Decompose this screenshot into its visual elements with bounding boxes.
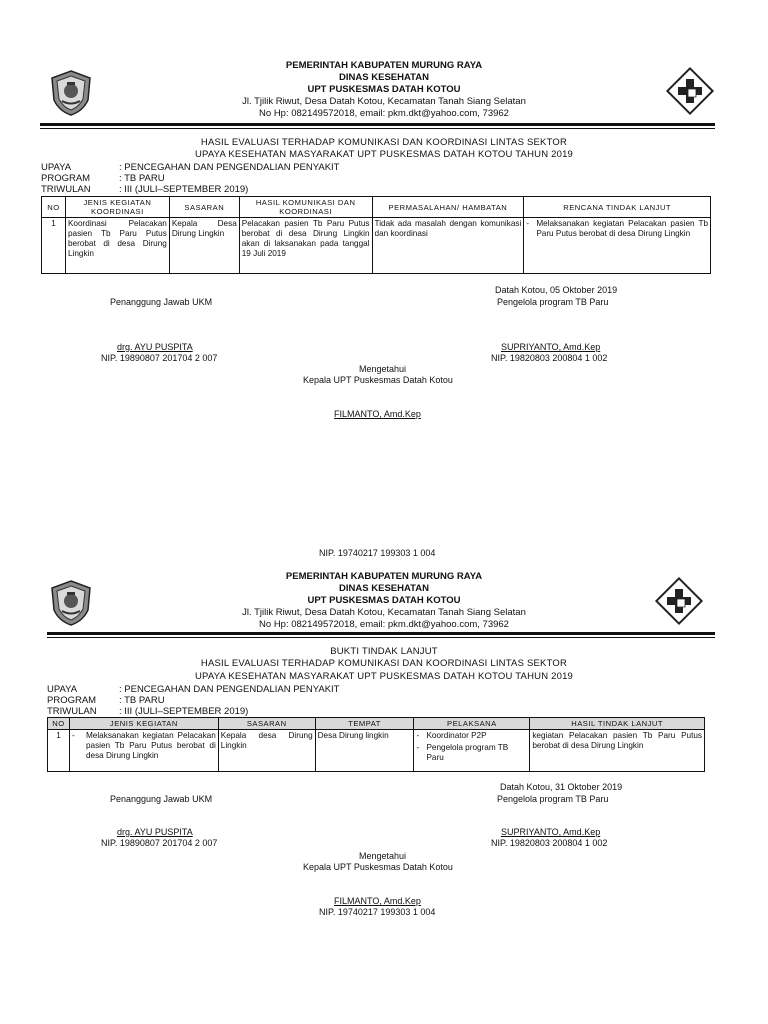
col-sasaran: SASARAN (169, 197, 239, 218)
puskesmas-logo-icon (664, 65, 716, 117)
cell-masalah: Tidak ada masalah dengan komunikasi dan koordinasi (372, 218, 524, 274)
doc2-title-0: BUKTI TINDAK LANJUT (330, 646, 438, 657)
doc2-title-2: UPAYA KESEHATAN MASYARAKAT UPT PUSKESMAS DATAH KOTOU TAHUN 2019 (194, 671, 574, 682)
header-contact: No Hp: 082149572018, email: pkm.dkt@yahoo.com, 73962 (259, 619, 509, 630)
doc1-title-1: HASIL EVALUASI TERHADAP KOMUNIKASI DAN KOORDINASI LINTAS SEKTOR (200, 137, 568, 148)
doc1-head-nip: NIP. 19740217 199303 1 004 (319, 548, 436, 558)
cell-no: 1 (42, 218, 66, 274)
letterhead-rule-thin (47, 637, 715, 638)
cell-rencana (524, 218, 711, 274)
header-address: Jl. Tjilik Riwut, Desa Datah Kotou, Kecamatan Tanah Siang Selatan (242, 96, 526, 107)
cell-jenis (69, 730, 218, 772)
cell-hasil: Pelacakan pasien Tb Paru Putus berobat di desa Dirung Lingkin akan di laksanakan pada tanggal 19 Juli 2019 (239, 218, 372, 274)
letterhead-rule (47, 632, 715, 635)
table-row (48, 730, 705, 772)
bullet-dash: - (71, 731, 75, 740)
doc1-meta-triwulan: TRIWULAN : III (JULI–SEPTEMBER 2019) (41, 184, 249, 195)
cell-tempat: Desa Dirung lingkin (315, 730, 414, 772)
col-tempat: TEMPAT (315, 718, 414, 730)
header-contact: No Hp: 082149572018, email: pkm.dkt@yahoo.com, 73962 (259, 108, 509, 119)
doc2-head-role: Kepala UPT Puskesmas Datah Kotou (303, 862, 453, 872)
table-header-row (42, 197, 711, 218)
col-jenis: JENIS KEGIATAN KOORDINASI (65, 197, 169, 218)
doc1-left-nip: NIP. 19890807 201704 2 007 (101, 353, 218, 363)
col-masalah: PERMASALAHAN/ HAMBATAN (372, 197, 524, 218)
doc2-head-nip: NIP. 19740217 199303 1 004 (319, 907, 436, 917)
doc1-know: Mengetahui (359, 364, 407, 374)
doc1-right-nip: NIP. 19820803 200804 1 002 (491, 353, 608, 363)
puskesmas-logo-icon (653, 575, 705, 627)
bullet-dash: - (526, 219, 530, 228)
col-pelaksana: PELAKSANA (414, 718, 530, 730)
doc2-meta-triwulan: TRIWULAN : III (JULI–SEPTEMBER 2019) (47, 706, 249, 717)
doc2-sign-date: Datah Kotou, 31 Oktober 2019 (500, 782, 623, 792)
header-address: Jl. Tjilik Riwut, Desa Datah Kotou, Kecamatan Tanah Siang Selatan (242, 607, 526, 618)
cell-rencana-text: Melaksanakan kegiatan Pelacakan pasien Tb Paru Putus berobat di desa Dirung Lingkin (536, 219, 708, 238)
header-line-1: PEMERINTAH KABUPATEN MURUNG RAYA (285, 571, 483, 582)
doc2-meta-program: PROGRAM : TB PARU (47, 695, 165, 706)
doc1-head-name: FILMANTO, Amd.Kep (334, 409, 421, 419)
doc2-meta-upaya: UPAYA : PENCEGAHAN DAN PENGENDALIAN PENYAKIT (47, 684, 340, 695)
cell-pelaksana-2: Pengelola program TB Paru (426, 743, 509, 762)
doc1-meta-upaya: UPAYA : PENCEGAHAN DAN PENGENDALIAN PENYAKIT (41, 162, 340, 173)
cell-pelaksana-1: Koordinator P2P (426, 731, 487, 740)
cell-hasil: kegiatan Pelacakan pasien Tb Paru Putus berobat di desa Dirung Lingkin (530, 730, 705, 772)
cell-no: 1 (48, 730, 70, 772)
bullet-dash: - (416, 743, 420, 752)
col-sasaran: SASARAN (218, 718, 315, 730)
doc2-title-1: HASIL EVALUASI TERHADAP KOMUNIKASI DAN KOORDINASI LINTAS SEKTOR (200, 658, 568, 669)
col-hasil-tindak-lanjut: HASIL TINDAK LANJUT (530, 718, 705, 730)
doc2-right-name: SUPRIYANTO, Amd.Kep (501, 827, 601, 837)
doc2-right-role: Pengelola program TB Paru (497, 794, 609, 804)
header-line-3: UPT PUSKESMAS DATAH KOTOU (307, 84, 461, 95)
col-rencana: RENCANA TINDAK LANJUT (524, 197, 711, 218)
doc1-left-name: drg. AYU PUSPITA (117, 342, 193, 352)
doc2-left-role: Penanggung Jawab UKM (110, 794, 213, 804)
header-line-3: UPT PUSKESMAS DATAH KOTOU (307, 595, 461, 606)
cell-sasaran: Kepala desa Dirung Lingkin (218, 730, 315, 772)
doc1-head-role: Kepala UPT Puskesmas Datah Kotou (303, 375, 453, 385)
doc1-sign-date: Datah Kotou, 05 Oktober 2019 (495, 285, 618, 295)
doc2-left-name: drg. AYU PUSPITA (117, 827, 193, 837)
letterhead-rule (40, 123, 715, 126)
header-line-2: DINAS KESEHATAN (339, 583, 429, 594)
doc1-meta-program: PROGRAM : TB PARU (41, 173, 165, 184)
doc1-title-2: UPAYA KESEHATAN MASYARAKAT UPT PUSKESMAS DATAH KOTOU TAHUN 2019 (194, 149, 574, 160)
doc2-know: Mengetahui (359, 851, 407, 861)
doc1-right-role: Pengelola program TB Paru (497, 297, 609, 307)
cell-pelaksana (414, 730, 530, 772)
table-header-row (48, 718, 705, 730)
cell-jenis-text: Melaksanakan kegiatan Pelacakan pasien Tb Paru Putus berobat di desa Dirung Lingkin (85, 731, 216, 760)
doc2-left-nip: NIP. 19890807 201704 2 007 (101, 838, 218, 848)
col-no: NO (42, 197, 66, 218)
header-line-2: DINAS KESEHATAN (339, 72, 429, 83)
bullet-dash: - (416, 731, 420, 740)
doc1-left-role: Penanggung Jawab UKM (110, 297, 213, 307)
col-no: NO (48, 718, 70, 730)
header-line-1: PEMERINTAH KABUPATEN MURUNG RAYA (285, 60, 483, 71)
doc1-table (41, 196, 711, 274)
col-jenis: JENIS KEGIATAN (69, 718, 218, 730)
doc2-head-name: FILMANTO, Amd.Kep (334, 896, 421, 906)
doc2-table (47, 717, 705, 772)
doc2-right-nip: NIP. 19820803 200804 1 002 (491, 838, 608, 848)
letterhead-rule-thin (40, 128, 715, 129)
cell-sasaran: Kepala Desa Dirung Lingkin (169, 218, 239, 274)
cell-jenis: Koordinasi Pelacakan pasien Tb Paru Putus berobat di desa Dirung Lingkin (65, 218, 169, 274)
col-hasil: HASIL KOMUNIKASI DAN KOORDINASI (239, 197, 372, 218)
table-row (42, 218, 711, 274)
doc1-right-name: SUPRIYANTO, Amd.Kep (501, 342, 601, 352)
